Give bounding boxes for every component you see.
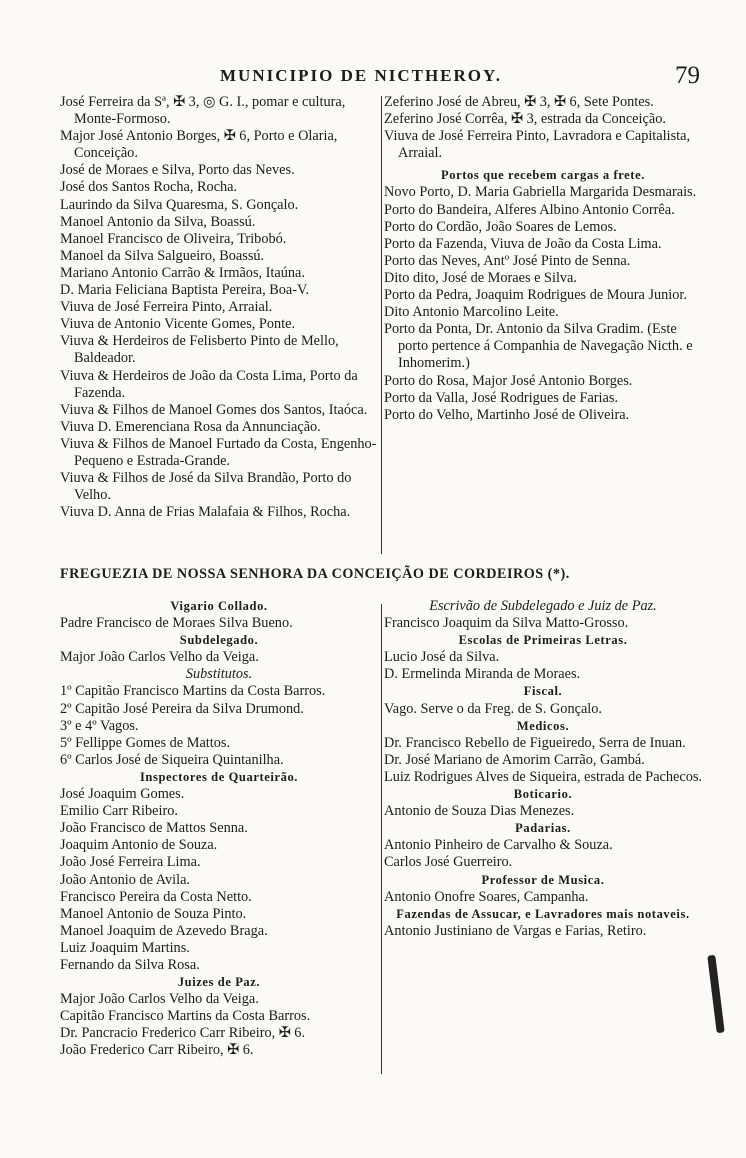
- list-entry: 2º Capitão José Pereira da Silva Drumond.: [60, 700, 304, 717]
- list-entry: José de Moraes e Silva, Porto das Neves.: [60, 162, 295, 179]
- section-heading: Professor de Musica.: [481, 872, 605, 887]
- list-entry: Luiz Rodrigues Alves de Siqueira, estrada de Pachecos.: [384, 768, 703, 785]
- section-heading: Vigario Collado.: [170, 599, 268, 613]
- list-entry: Viuva & Herdeiros de Felisberto Pinto de Mello, Baldeador.: [60, 333, 339, 367]
- list-entry: Antonio Onofre Soares, Campanha.: [384, 888, 589, 905]
- list-entry: Laurindo da Silva Quaresma, S. Gonçalo.: [60, 196, 299, 213]
- section-heading: Boticario.: [513, 787, 573, 802]
- list-entry: Manoel Antonio de Souza Pinto.: [60, 905, 247, 922]
- list-entry: Viuva de José Ferreira Pinto, Arraial.: [60, 299, 273, 316]
- list-entry: 1º Capitão Francisco Martins da Costa Barros.: [60, 683, 326, 700]
- section-subheading: Substitutos.: [185, 666, 253, 683]
- list-entry: Major José Antonio Borges, ✠ 6, Porto e Olaria, Conceição.: [60, 128, 338, 162]
- list-entry: Manoel Antonio da Silva, Boassú.: [60, 213, 256, 230]
- list-entry: Francisco Pereira da Costa Netto.: [60, 888, 252, 905]
- section-heading: Subdelegado.: [179, 633, 259, 648]
- list-entry: José Joaquim Gomes.: [60, 786, 185, 803]
- porto-entry: Porto do Velho, Martinho José de Oliveira.: [384, 406, 630, 423]
- list-entry: João Frederico Carr Ribeiro, ✠ 6.: [60, 1042, 254, 1059]
- porto-entry: Novo Porto, D. Maria Gabriella Margarida Desmarais.: [384, 184, 697, 201]
- list-entry: Antonio Justiniano de Vargas e Farias, Retiro.: [384, 922, 647, 939]
- list-entry: Antonio Pinheiro de Carvalho & Souza.: [384, 837, 613, 854]
- porto-entry: Porto do Rosa, Major José Antonio Borges.: [384, 372, 633, 389]
- list-entry: Viuva D. Anna de Frias Malafaia & Filhos, Rocha.: [60, 504, 351, 521]
- list-entry: Viuva & Filhos de José da Silva Brandão, Porto do Velho.: [60, 470, 352, 504]
- list-entry: Emilio Carr Ribeiro.: [60, 803, 178, 820]
- list-entry: 3º e 4º Vagos.: [60, 717, 139, 734]
- list-entry: João Antonio de Avila.: [60, 871, 190, 888]
- section-title: FREGUEZIA DE NOSSA SENHORA DA CONCEIÇÃO DE CORDEIROS (*).: [60, 566, 570, 582]
- porto-entry: Porto da Fazenda, Viuva de João da Costa Lima.: [384, 235, 662, 252]
- list-entry: Major João Carlos Velho da Veiga.: [60, 991, 259, 1008]
- section-subheading: Escrivão de Subdelegado e Juiz de Paz.: [429, 598, 657, 614]
- column-divider-lower: [381, 604, 382, 1074]
- list-entry: Mariano Antonio Carrão & Irmãos, Itaúna.: [60, 264, 305, 281]
- section-heading: Fiscal.: [523, 684, 563, 699]
- porto-entry: Porto da Ponta, Dr. Antonio da Silva Gradim. (Este porto pertence á Companhia de Navegação Nicth. e Inhomerim.): [384, 321, 693, 372]
- list-entry: João Francisco de Mattos Senna.: [60, 820, 248, 837]
- list-entry: D. Maria Feliciana Baptista Pereira, Boa-V.: [60, 282, 310, 299]
- page-header: [60, 62, 700, 90]
- list-entry: Lucio José da Silva.: [384, 649, 500, 666]
- list-entry: Luiz Joaquim Martins.: [60, 939, 190, 956]
- porto-entry: Porto das Neves, Antº José Pinto de Senna.: [384, 252, 631, 269]
- section-heading: Juizes de Paz.: [177, 975, 261, 990]
- section-heading: Inspectores de Quarteirão.: [139, 769, 299, 784]
- list-entry: D. Ermelinda Miranda de Moraes.: [384, 666, 581, 683]
- list-entry: Viuva de Antonio Vicente Gomes, Ponte.: [60, 316, 296, 333]
- page-title: MUNICIPIO DE NICTHEROY.: [220, 66, 502, 85]
- list-entry: Viuva & Filhos de Manoel Furtado da Costa, Engenho-Pequeno e Estrada-Grande.: [60, 435, 377, 469]
- ink-mark: [707, 955, 724, 1033]
- section-heading: Portos que recebem cargas a frete.: [441, 168, 645, 183]
- list-entry: Francisco Joaquim da Silva Matto-Grosso.: [384, 615, 629, 632]
- list-entry: Viuva de José Ferreira Pinto, Lavradora e Capitalista, Arraial.: [384, 128, 691, 162]
- upper-left-column: [60, 94, 378, 521]
- list-entry: Joaquim Antonio de Souza.: [60, 837, 218, 854]
- list-entry: Manoel da Silva Salgueiro, Boassú.: [60, 247, 265, 264]
- list-entry: Zeferino José de Abreu, ✠ 3, ✠ 6, Sete Pontes.: [384, 94, 654, 110]
- porto-entry: Dito dito, José de Moraes e Silva.: [384, 269, 577, 286]
- list-entry: Vago. Serve o da Freg. de S. Gonçalo.: [384, 700, 602, 717]
- list-entry: 5º Fellippe Gomes de Mattos.: [60, 734, 231, 751]
- porto-entry: Porto do Cordão, João Soares de Lemos.: [384, 218, 617, 235]
- list-entry: Dr. Francisco Rebello de Figueiredo, Serra de Inuan.: [384, 734, 686, 751]
- lower-right-column: [384, 598, 702, 940]
- list-entry: Zeferino José Corrêa, ✠ 3, estrada da Conceição.: [384, 111, 666, 128]
- section-heading: Medicos.: [516, 718, 570, 733]
- list-entry: Capitão Francisco Martins da Costa Barros.: [60, 1008, 311, 1025]
- list-entry: Viuva & Filhos de Manoel Gomes dos Santos, Itaóca.: [60, 401, 368, 418]
- list-entry: Dr. José Mariano de Amorim Carrão, Gambá.: [384, 751, 645, 768]
- upper-right-column: [384, 94, 702, 424]
- porto-entry: Porto da Pedra, Joaquim Rodrigues de Moura Junior.: [384, 287, 687, 304]
- page-number: 79: [675, 62, 700, 89]
- list-entry: Padre Francisco de Moraes Silva Bueno.: [60, 615, 293, 632]
- list-entry: Fernando da Silva Rosa.: [60, 956, 200, 973]
- list-entry: Major João Carlos Velho da Veiga.: [60, 649, 259, 666]
- section-heading: Escolas de Primeiras Letras.: [458, 633, 628, 648]
- section-heading: Fazendas de Assucar, e Lavradores mais notaveis.: [396, 906, 690, 921]
- porto-entry: Porto do Bandeira, Alferes Albino Antonio Corrêa.: [384, 201, 675, 218]
- list-entry: Viuva & Herdeiros de João da Costa Lima, Porto da Fazenda.: [60, 367, 358, 401]
- porto-entry: Porto da Valla, José Rodrigues de Farias.: [384, 389, 619, 406]
- list-entry: Carlos José Guerreiro.: [384, 854, 513, 871]
- list-entry: Antonio de Souza Dias Menezes.: [384, 803, 575, 820]
- list-entry: Dr. Pancracio Frederico Carr Ribeiro, ✠ 6.: [60, 1025, 306, 1042]
- list-entry: Manoel Joaquim de Azevedo Braga.: [60, 922, 268, 939]
- column-divider-upper: [381, 96, 382, 554]
- lower-left-column: [60, 598, 378, 1060]
- porto-entry: Dito Antonio Marcolino Leite.: [384, 304, 559, 321]
- section-heading: Padarias.: [515, 821, 571, 836]
- list-entry: Manoel Francisco de Oliveira, Tribobó.: [60, 230, 287, 247]
- list-entry: José dos Santos Rocha, Rocha.: [60, 179, 238, 196]
- list-entry: João José Ferreira Lima.: [60, 854, 201, 871]
- list-entry: José Ferreira da Sª, ✠ 3, ◎ G. I., pomar e cultura, Monte-Formoso.: [60, 94, 346, 128]
- list-entry: 6º Carlos José de Siqueira Quintanilha.: [60, 751, 284, 768]
- list-entry: Viuva D. Emerenciana Rosa da Annunciação.: [60, 418, 321, 435]
